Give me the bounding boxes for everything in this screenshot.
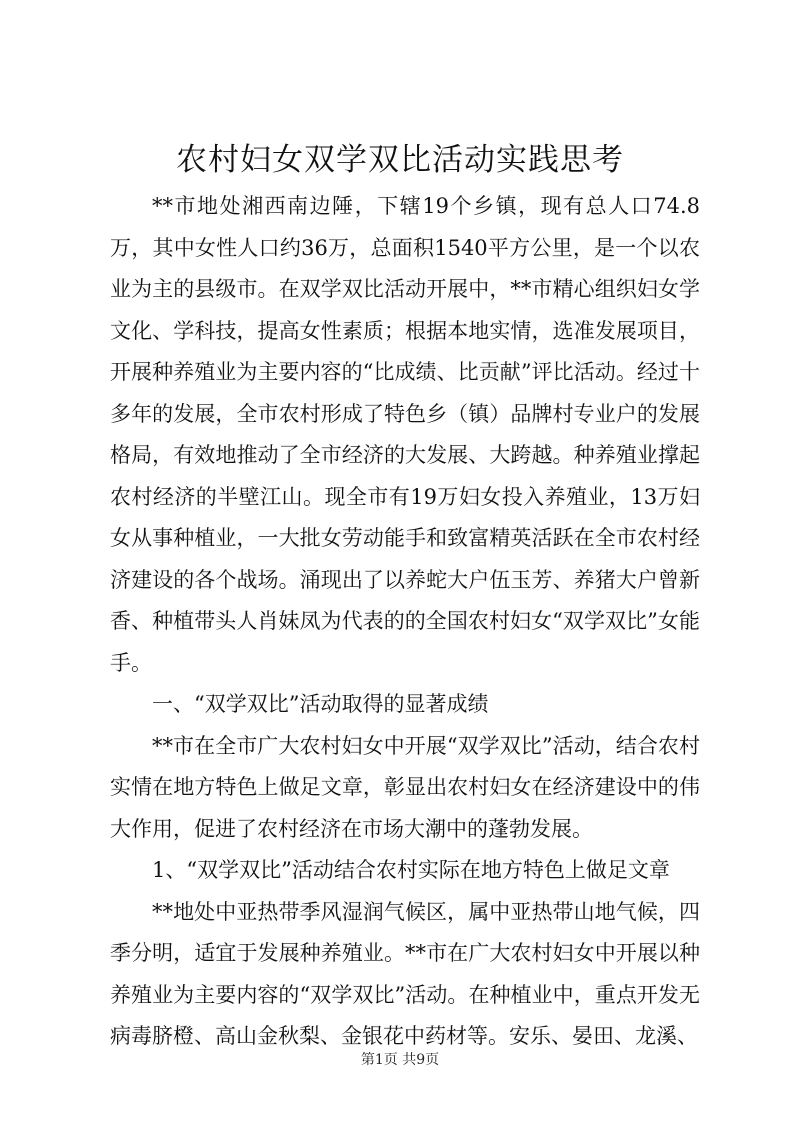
section-heading-1: 一、“双学双比”活动取得的显著成绩: [152, 692, 489, 716]
page-footer: 第1页 共9页: [360, 1052, 440, 1068]
paragraph-section-1: **市在全市广大农村妇女中开展“双学双比”活动，结合农村实情在地方特色上做足文章，彰显出农村妇女在经济建设中的伟大作用，促进了农村经济在市场大潮中的蓬勃发展。: [110, 733, 700, 841]
paragraph-subsection-1: **地处中亚热带季风湿润气候区，属中亚热带山地气候，四季分明，适宜于发展种养殖业。**市在广大农村妇女中开展以种养殖业为主要内容的“双学双比”活动。在种植业中，重点开发无病毒脐橙、高山金秋梨、金银花中药材等。安乐、晏田、龙溪、: [110, 899, 700, 1048]
subsection-heading-1: 1、“双学双比”活动结合农村实际在地方特色上做足文章: [152, 858, 670, 882]
paragraph-intro: **市地处湘西南边陲，下辖19个乡镇，现有总人口74.8万，其中女性人口约36万，总面积1540平方公里，是一个以农业为主的县级市。在双学双比活动开展中，**市精心组织妇女学文化、学科技，提高女性素质；根据本地实情，选准发展项目，开展种养殖业为主要内容的“比成绩、比贡献”评比活动。经过十多年的发展，全市农村形成了特色乡（镇）品牌村专业户的发展格局，有效地推动了全市经济的大发展、大跨越。种养殖业撑起农村经济的半壁江山。现全市有19万妇女投入养殖业，13万妇女从事种植业，一大批女劳动能手和致富精英活跃在全市农村经济建设的各个战场。涌现出了以养蛇大户伍玉芳、养猪大户曾新香、种植带头人肖妹凤为代表的的全国农村妇女“双学双比”女能手。: [110, 194, 700, 675]
document-title: 农村妇女双学双比活动实践思考: [176, 142, 624, 178]
document-body: [110, 186, 700, 1058]
